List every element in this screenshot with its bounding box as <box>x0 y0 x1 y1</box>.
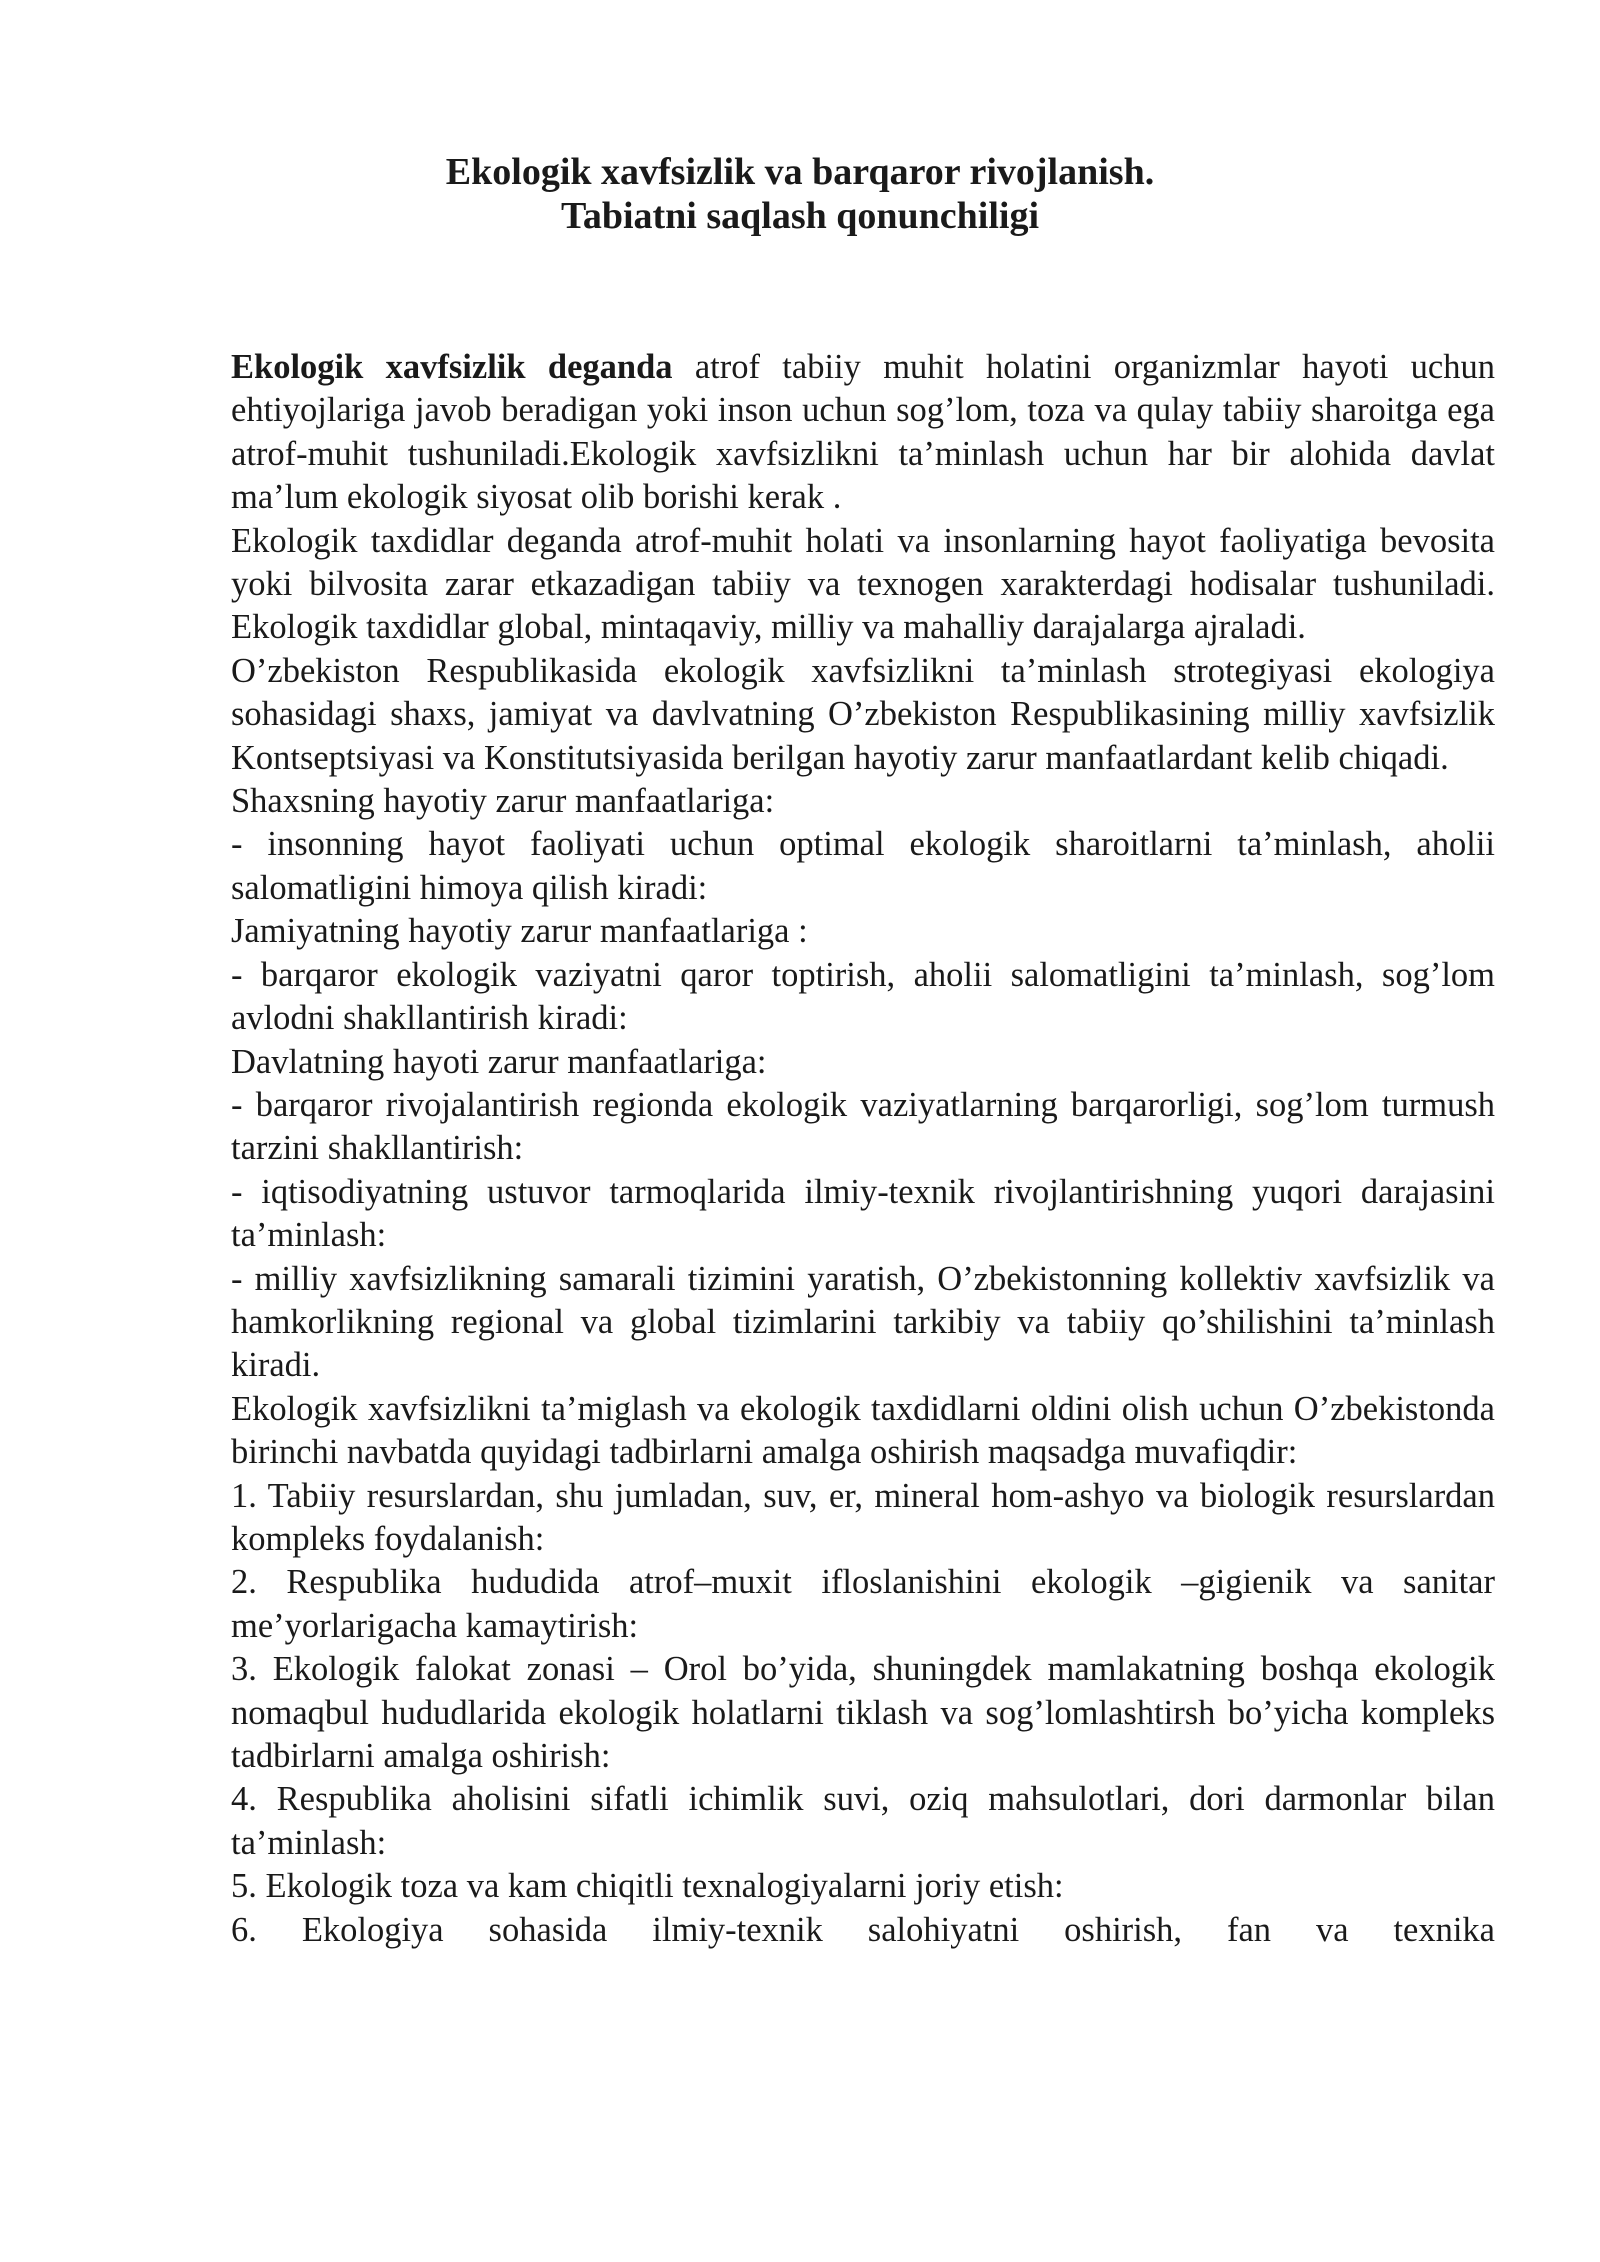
list-item: - barqaror rivojalantirish regionda ekologik vaziyatlarning barqarorligi, sog’lom turmush tarzini shakllantirish: <box>231 1085 1495 1168</box>
heading-state-interests: Davlatning hayoti zarur manfaatlariga: <box>231 1042 767 1081</box>
numbered-item: 6. Ekologiya sohasida ilmiy-texnik salohiyatni oshirish, fan va texnika <box>231 1910 1495 1949</box>
list-item: - iqtisodiyatning ustuvor tarmoqlarida ilmiy-texnik rivojlantirishning yuqori darajasini ta’minlash: <box>231 1172 1495 1255</box>
numbered-item: 3. Ekologik falokat zonasi – Orol bo’yida, shuningdek mamlakatning boshqa ekologik nomaqbul hududlarida ekologik holatlarni tiklash va sog’lomlashtirsh bo’yicha kompleks tadbirlarni amalga oshirish: <box>231 1650 1495 1775</box>
paragraph-threats: Ekologik taxdidlar deganda atrof-muhit holati va insonlarning hayot faoliyatiga bevosita yoki bilvosita zarar etkazadigan tabiiy va texnogen xarakterdagi hodisalar tushuniladi. Ekologik taxdidlar global, mintaqaviy, milliy va mahalliy darajalarga ajraladi. <box>231 521 1495 647</box>
numbered-item: 4. Respublika aholisini sifatli ichimlik suvi, oziq mahsulotlari, dori darmonlar bilan ta’minlash: <box>231 1780 1495 1862</box>
paragraph-strategy: O’zbekiston Respublikasida ekologik xavfsizlikni ta’minlash strotegiyasi ekologiya sohasidagi shaxs, jamiyat va davlvatning O’zbekiston Respublikasining milliy xavfsizlik Kontseptsiyasi va Konstitutsiyasida berilgan hayotiy zarur manfaatlardant kelib chiqadi. <box>231 651 1495 777</box>
intro-paragraph <box>231 346 1495 520</box>
numbered-item: 5. Ekologik toza va kam chiqitli texnalogiyalarni joriy etish: <box>231 1867 1064 1906</box>
intro-text: atrof tabiiy muhit holatini organizmlar hayoti uchun ehtiyojlariga javob beradigan yoki inson uchun sog’lom, toza va qulay tabiiy sharoitga ega atrof-muhit tushuniladi.Ekologik xavfsizlikni ta’minlash uchun har bir alohida davlat ma’lum ekologik siyosat olib borishi kerak . <box>231 348 1495 517</box>
heading-personal-interests: Shaxsning hayotiy zarur manfaatlariga: <box>231 782 775 821</box>
list-item: - insonning hayot faoliyati uchun optimal ekologik sharoitlarni ta’minlash, aholii salomatligini himoya qilish kiradi: <box>231 825 1495 907</box>
paragraph-measures-intro: Ekologik xavfsizlikni ta’miglash va ekologik taxdidlarni oldini olish uchun O’zbekistonda birinchi navbatda quyidagi tadbirlarni amalga oshirish maqsadga muvafiqdir: <box>231 1389 1495 1472</box>
title-line-2: Tabiatni saqlash qonunchiligi <box>560 195 1040 237</box>
numbered-item: 1. Tabiiy resurslardan, shu jumladan, suv, er, mineral hom-ashyo va biologik resurslardan kompleks foydalanish: <box>231 1476 1495 1558</box>
heading-society-interests: Jamiyatning hayotiy zarur manfaatlariga : <box>231 912 808 951</box>
list-item: - milliy xavfsizlikning samarali tizimini yaratish, O’zbekistonning kollektiv xavfsizlik va hamkorlikning regional va global tizimlarini tarkibiy va tabiiy qo’shilishini ta’minlash kiradi. <box>231 1259 1495 1385</box>
title-line-1: Ekologik xavfsizlik va barqaror rivojlanish. <box>445 151 1155 193</box>
document-body <box>231 346 1495 1952</box>
list-item: - barqaror ekologik vaziyatni qaror toptirish, aholii salomatligini ta’minlash, sog’lom avlodni shakllantirish kiradi: <box>231 955 1495 1038</box>
numbered-item: 2. Respublika hududida atrof–muxit ifloslanishini ekologik –gigienik va sanitar me’yorlarigacha kamaytirish: <box>231 1563 1495 1645</box>
document-title <box>0 150 1600 238</box>
intro-bold-term: Ekologik xavfsizlik deganda <box>231 348 673 386</box>
